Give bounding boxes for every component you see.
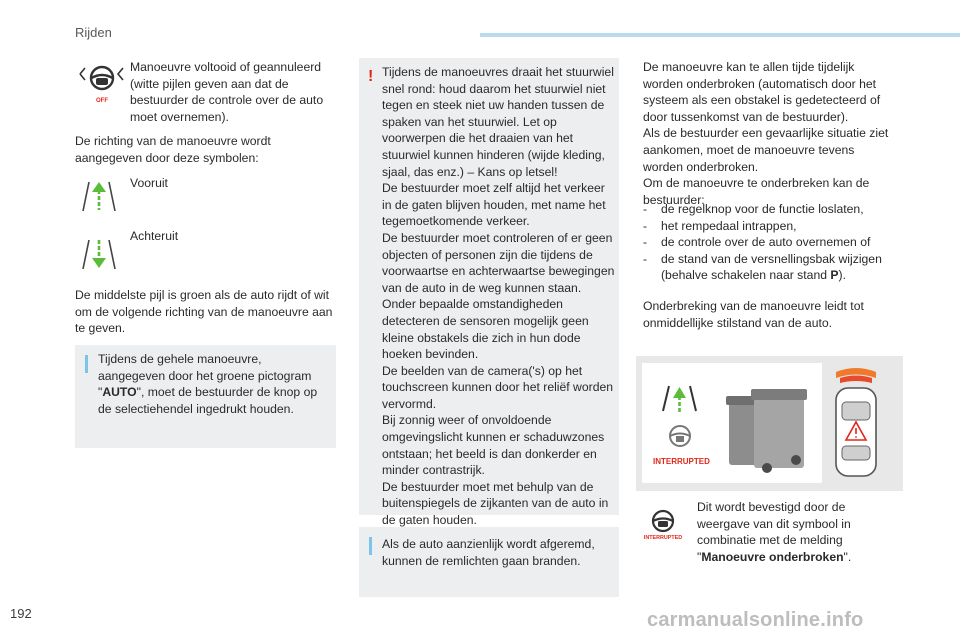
completed-text: Manoeuvre voltooid of geannuleerd (witte pijlen geven aan dat de bestuurder de controle over de auto moet overnemen). [130, 60, 324, 124]
section-title: Rijden [75, 25, 112, 40]
note-auto-text: Tijdens de gehele manoeuvre, aangegeven door het groene pictogram "AUTO", moet de bestuurder de knop op de selectiehendel ingedrukt houden. [98, 352, 318, 416]
steering-wheel-interrupted-icon [640, 508, 686, 547]
forward-label: Vooruit [130, 176, 168, 190]
backward-arrow-icon [78, 236, 120, 277]
page-number: 192 [10, 606, 32, 621]
list-item: - de stand van de versnellingsbak wijzigen (behalve schakelen naar stand P). [643, 251, 893, 284]
list-item: - het rempedaal intrappen, [643, 218, 893, 235]
backward-label: Achteruit [130, 229, 179, 243]
note-box-auto [75, 345, 336, 448]
off-label: OFF [96, 98, 108, 104]
confirm-text: Dit wordt bevestigd door de weergave van dit symbool in combinatie met de melding "Manoeuvre onderbroken". [697, 500, 852, 564]
warning-box [359, 58, 619, 528]
watermark: carmanualsonline.info [647, 609, 864, 631]
small-icon-label: INTERRUPTED [643, 535, 683, 541]
interrupt-intro: De manoeuvre kan te allen tijde tijdelijk worden onderbroken (automatisch door het systeem als een obstakel is gedetecteerd of door tussenkomst van de bestuurder). Als de bestuurder een gevaarlijke situatie ziet aankomen, moet de manoeuvre tevens worden onderbroken. Om de manoeuvre te onderbreken kan de bestuurder: [643, 60, 889, 207]
direction-intro: De richting van de manoeuvre wordt aangegeven door deze symbolen: [75, 134, 271, 165]
interrupt-result: Onderbreking van de manoeuvre leidt tot onmiddellijke stilstand van de auto. [643, 299, 864, 330]
note-bar [369, 537, 372, 555]
header-bar [480, 33, 960, 37]
list-item: - de regelknop voor de functie loslaten, [643, 201, 893, 218]
list-item: - de controle over de auto overnemen of [643, 234, 893, 251]
steering-wheel-off-icon [76, 62, 128, 109]
warning-icon: ! [368, 68, 374, 85]
interrupt-list [643, 201, 893, 284]
warning-text: Tijdens de manoeuvres draait het stuurwiel snel rond: houd daarom het stuurwiel niet tegen en steek niet uw handen tussen de spaken van het stuurwiel. Let op voorwerpen die het draaien van het stuurwiel kunnen hinderen (wijde kleding, sjaal, das enz.) – Kans op letsel! De bestuurder moet zelf altijd het verkeer in de gaten blijven houden, met name het tegemoetkomende verkeer. De bestuurder moet controleren of er geen objecten of personen zijn die tijdens de voorwaartse en achterwaartse bewegingen van de auto in de weg kunnen staan. Onder bepaalde omstandigheden detecteren de sensoren mogelijk geen kleine obstakels die zich in hun dode hoeken bevinden. De beelden van de camera('s) op het touchscreen kunnen door het reliëf worden vervormd. Bij zonnig weer of onvoldoende omgevingslicht kunnen er schaduwzones ontstaan; het beeld is dan donkerder en minder contrastrijk. De bestuurder moet met behulp van de buitenspiegels de zijkanten van de auto in de gaten houden. [382, 65, 615, 528]
interrupted-illustration [636, 356, 903, 491]
illu-interrupted-label: INTERRUPTED [653, 457, 710, 466]
note-box-braking [359, 527, 619, 597]
green-arrow-text: De middelste pijl is groen als de auto rijdt of wit om de volgende richting van de manoeuvre aan te geven. [75, 288, 333, 336]
forward-arrow-icon [78, 178, 120, 219]
note-bar [85, 355, 88, 373]
note-braking-text: Als de auto aanzienlijk wordt afgeremd, kunnen de remlichten gaan branden. [382, 537, 595, 568]
